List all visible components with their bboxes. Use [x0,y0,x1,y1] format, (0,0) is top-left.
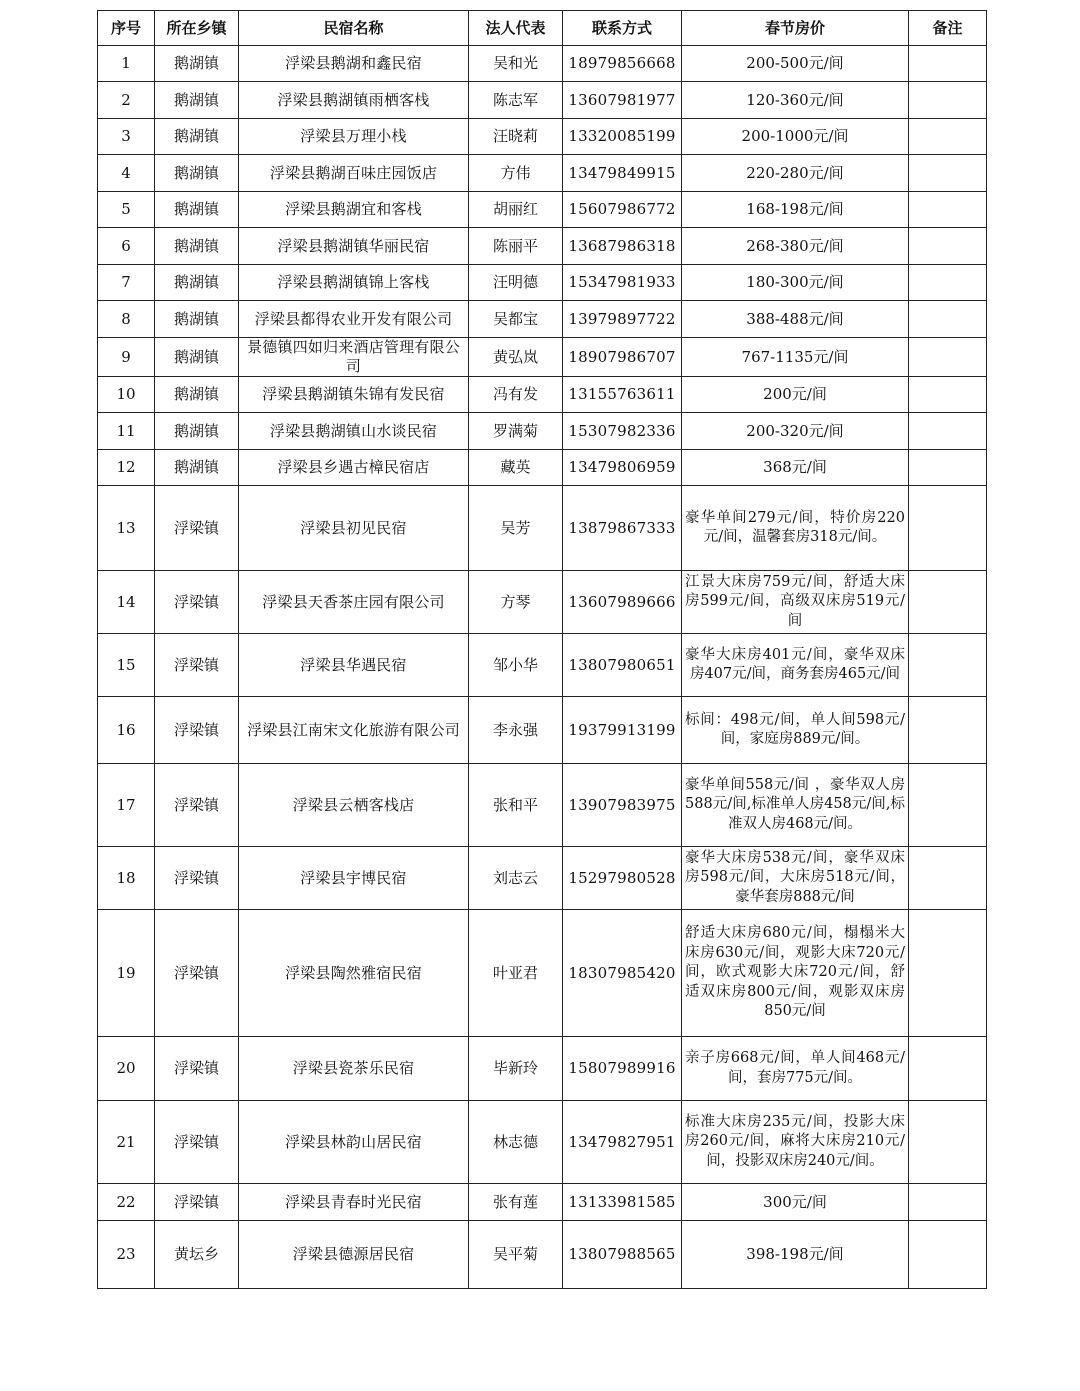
header-rep: 法人代表 [469,11,563,46]
cell-town: 浮梁镇 [155,697,239,764]
cell-town: 鹅湖镇 [155,46,239,82]
cell-phone: 13879867333 [563,486,682,571]
cell-price: 豪华单间279元/间，特价房220元/间，温馨套房318元/间。 [682,486,909,571]
cell-town: 浮梁镇 [155,910,239,1037]
header-no: 序号 [98,11,155,46]
header-note: 备注 [909,11,987,46]
cell-name: 浮梁县万理小栈 [239,119,469,155]
table-row [98,413,987,450]
cell-phone: 15297980528 [563,847,682,910]
cell-name: 浮梁县鹅湖镇华丽民宿 [239,228,469,265]
cell-price: 300元/间 [682,1184,909,1221]
cell-rep: 毕新玲 [469,1037,563,1101]
table-row [98,1184,987,1221]
cell-phone: 13479827951 [563,1101,682,1184]
cell-name: 浮梁县宇博民宿 [239,847,469,910]
cell-no: 1 [98,46,155,82]
cell-no: 22 [98,1184,155,1221]
cell-price: 江景大床房759元/间，舒适大床房599元/间，高级双床房519元/间 [682,571,909,634]
cell-price: 368元/间 [682,450,909,486]
cell-phone: 13979897722 [563,301,682,338]
cell-rep: 陈丽平 [469,228,563,265]
table-row [98,377,987,413]
cell-price: 168-198元/间 [682,192,909,228]
cell-phone: 15307982336 [563,413,682,450]
cell-town: 鹅湖镇 [155,155,239,192]
cell-no: 13 [98,486,155,571]
cell-name: 浮梁县华遇民宿 [239,634,469,697]
cell-note [909,1184,987,1221]
cell-name: 浮梁县天香茶庄园有限公司 [239,571,469,634]
homestay-price-table [97,10,987,1289]
cell-name: 浮梁县青春时光民宿 [239,1184,469,1221]
cell-no: 6 [98,228,155,265]
cell-phone: 13807988565 [563,1221,682,1289]
cell-note [909,301,987,338]
table-row [98,265,987,301]
cell-town: 浮梁镇 [155,1184,239,1221]
cell-rep: 陈志军 [469,82,563,119]
cell-town: 浮梁镇 [155,1037,239,1101]
cell-name: 浮梁县初见民宿 [239,486,469,571]
cell-no: 20 [98,1037,155,1101]
table-row [98,228,987,265]
cell-name: 浮梁县德源居民宿 [239,1221,469,1289]
cell-town: 浮梁镇 [155,634,239,697]
cell-no: 3 [98,119,155,155]
cell-name: 浮梁县乡遇古樟民宿店 [239,450,469,486]
cell-rep: 藏英 [469,450,563,486]
cell-rep: 黄弘岚 [469,338,563,377]
cell-no: 5 [98,192,155,228]
cell-note [909,1101,987,1184]
cell-rep: 邹小华 [469,634,563,697]
cell-phone: 13133981585 [563,1184,682,1221]
cell-no: 4 [98,155,155,192]
cell-rep: 李永强 [469,697,563,764]
cell-note [909,119,987,155]
header-row [98,11,987,46]
cell-no: 18 [98,847,155,910]
header-name: 民宿名称 [239,11,469,46]
cell-town: 浮梁镇 [155,486,239,571]
cell-note [909,338,987,377]
table-row [98,155,987,192]
cell-note [909,1037,987,1101]
cell-name: 浮梁县鹅湖镇雨栖客栈 [239,82,469,119]
cell-price: 标间：498元/间，单人间598元/间，家庭房889元/间。 [682,697,909,764]
cell-name: 浮梁县林韵山居民宿 [239,1101,469,1184]
cell-phone: 13687986318 [563,228,682,265]
cell-price: 398-198元/间 [682,1221,909,1289]
cell-note [909,192,987,228]
cell-no: 21 [98,1101,155,1184]
cell-note [909,910,987,1037]
table-row [98,847,987,910]
cell-phone: 13155763611 [563,377,682,413]
cell-town: 鹅湖镇 [155,228,239,265]
table-row [98,1101,987,1184]
cell-phone: 13907983975 [563,764,682,847]
cell-rep: 叶亚君 [469,910,563,1037]
cell-rep: 汪明德 [469,265,563,301]
cell-name: 浮梁县鹅湖和鑫民宿 [239,46,469,82]
cell-price: 767-1135元/间 [682,338,909,377]
cell-note [909,1221,987,1289]
cell-phone: 13807980651 [563,634,682,697]
cell-name: 浮梁县云栖客栈店 [239,764,469,847]
table-row [98,697,987,764]
table-row [98,1037,987,1101]
cell-note [909,155,987,192]
cell-price: 120-360元/间 [682,82,909,119]
cell-name: 浮梁县鹅湖宜和客栈 [239,192,469,228]
cell-phone: 18907986707 [563,338,682,377]
cell-rep: 罗满菊 [469,413,563,450]
cell-town: 浮梁镇 [155,571,239,634]
cell-phone: 15347981933 [563,265,682,301]
cell-town: 鹅湖镇 [155,413,239,450]
table-row [98,82,987,119]
cell-town: 浮梁镇 [155,764,239,847]
cell-no: 16 [98,697,155,764]
cell-no: 17 [98,764,155,847]
homestay-price-sheet [97,10,986,1289]
cell-note [909,377,987,413]
cell-town: 鹅湖镇 [155,119,239,155]
table-row [98,301,987,338]
cell-phone: 13479806959 [563,450,682,486]
cell-no: 7 [98,265,155,301]
cell-no: 2 [98,82,155,119]
cell-price: 200-1000元/间 [682,119,909,155]
cell-price: 标准大床房235元/间，投影大床房260元/间，麻将大床房210元/间，投影双床房240元/间。 [682,1101,909,1184]
cell-name: 浮梁县瓷茶乐民宿 [239,1037,469,1101]
cell-phone: 18307985420 [563,910,682,1037]
cell-name: 浮梁县鹅湖镇朱锦有发民宿 [239,377,469,413]
cell-rep: 方伟 [469,155,563,192]
table-row [98,119,987,155]
cell-price: 200-320元/间 [682,413,909,450]
cell-price: 200元/间 [682,377,909,413]
cell-phone: 13479849915 [563,155,682,192]
cell-note [909,46,987,82]
cell-note [909,571,987,634]
cell-town: 鹅湖镇 [155,301,239,338]
cell-price: 220-280元/间 [682,155,909,192]
cell-note [909,847,987,910]
cell-note [909,82,987,119]
cell-note [909,486,987,571]
cell-town: 鹅湖镇 [155,377,239,413]
cell-town: 黄坛乡 [155,1221,239,1289]
cell-no: 19 [98,910,155,1037]
cell-no: 14 [98,571,155,634]
cell-note [909,228,987,265]
cell-no: 23 [98,1221,155,1289]
cell-phone: 15807989916 [563,1037,682,1101]
cell-rep: 方琴 [469,571,563,634]
cell-town: 浮梁镇 [155,847,239,910]
cell-price: 388-488元/间 [682,301,909,338]
cell-note [909,413,987,450]
cell-name: 浮梁县江南宋文化旅游有限公司 [239,697,469,764]
cell-phone: 13320085199 [563,119,682,155]
cell-price: 豪华大床房538元/间，豪华双床房598元/间，大床房518元/间，豪华套房888元/间 [682,847,909,910]
cell-rep: 吴都宝 [469,301,563,338]
table-row [98,764,987,847]
table-row [98,450,987,486]
cell-town: 鹅湖镇 [155,192,239,228]
cell-phone: 15607986772 [563,192,682,228]
cell-no: 12 [98,450,155,486]
table-row [98,338,987,377]
cell-no: 9 [98,338,155,377]
cell-town: 浮梁镇 [155,1101,239,1184]
cell-phone: 18979856668 [563,46,682,82]
cell-name: 浮梁县都得农业开发有限公司 [239,301,469,338]
table-row [98,46,987,82]
cell-note [909,634,987,697]
cell-price: 180-300元/间 [682,265,909,301]
cell-town: 鹅湖镇 [155,450,239,486]
cell-price: 200-500元/间 [682,46,909,82]
cell-phone: 19379913199 [563,697,682,764]
table-row [98,571,987,634]
cell-town: 鹅湖镇 [155,265,239,301]
cell-town: 鹅湖镇 [155,82,239,119]
table-row [98,910,987,1037]
cell-rep: 吴和光 [469,46,563,82]
cell-note [909,450,987,486]
cell-name: 浮梁县鹅湖镇山水谈民宿 [239,413,469,450]
cell-no: 10 [98,377,155,413]
header-town: 所在乡镇 [155,11,239,46]
cell-note [909,265,987,301]
cell-rep: 胡丽红 [469,192,563,228]
cell-rep: 冯有发 [469,377,563,413]
cell-no: 8 [98,301,155,338]
table-row [98,1221,987,1289]
cell-rep: 张有莲 [469,1184,563,1221]
cell-rep: 吴芳 [469,486,563,571]
cell-name: 景德镇四如归来酒店管理有限公司 [239,338,469,377]
cell-no: 11 [98,413,155,450]
cell-rep: 张和平 [469,764,563,847]
cell-price: 舒适大床房680元/间，榻榻米大床房630元/间，观影大床720元/间，欧式观影大床720元/间，舒适双床房800元/间，观影双床房850元/间 [682,910,909,1037]
table-row [98,192,987,228]
cell-phone: 13607981977 [563,82,682,119]
cell-no: 15 [98,634,155,697]
cell-note [909,697,987,764]
table-row [98,634,987,697]
cell-phone: 13607989666 [563,571,682,634]
cell-price: 豪华大床房401元/间，豪华双床房407元/间，商务套房465元/间 [682,634,909,697]
cell-price: 豪华单间558元/间 ，豪华双人房588元/间,标准单人房458元/间,标准双人房468元/间。 [682,764,909,847]
cell-rep: 刘志云 [469,847,563,910]
cell-name: 浮梁县鹅湖百味庄园饭店 [239,155,469,192]
cell-price: 268-380元/间 [682,228,909,265]
cell-town: 鹅湖镇 [155,338,239,377]
header-price: 春节房价 [682,11,909,46]
header-phone: 联系方式 [563,11,682,46]
cell-note [909,764,987,847]
cell-price: 亲子房668元/间，单人间468元/间，套房775元/间。 [682,1037,909,1101]
cell-rep: 林志德 [469,1101,563,1184]
cell-rep: 吴平菊 [469,1221,563,1289]
cell-name: 浮梁县鹅湖镇锦上客栈 [239,265,469,301]
cell-name: 浮梁县陶然雅宿民宿 [239,910,469,1037]
table-body [98,46,987,1289]
cell-rep: 汪晓莉 [469,119,563,155]
table-row [98,486,987,571]
